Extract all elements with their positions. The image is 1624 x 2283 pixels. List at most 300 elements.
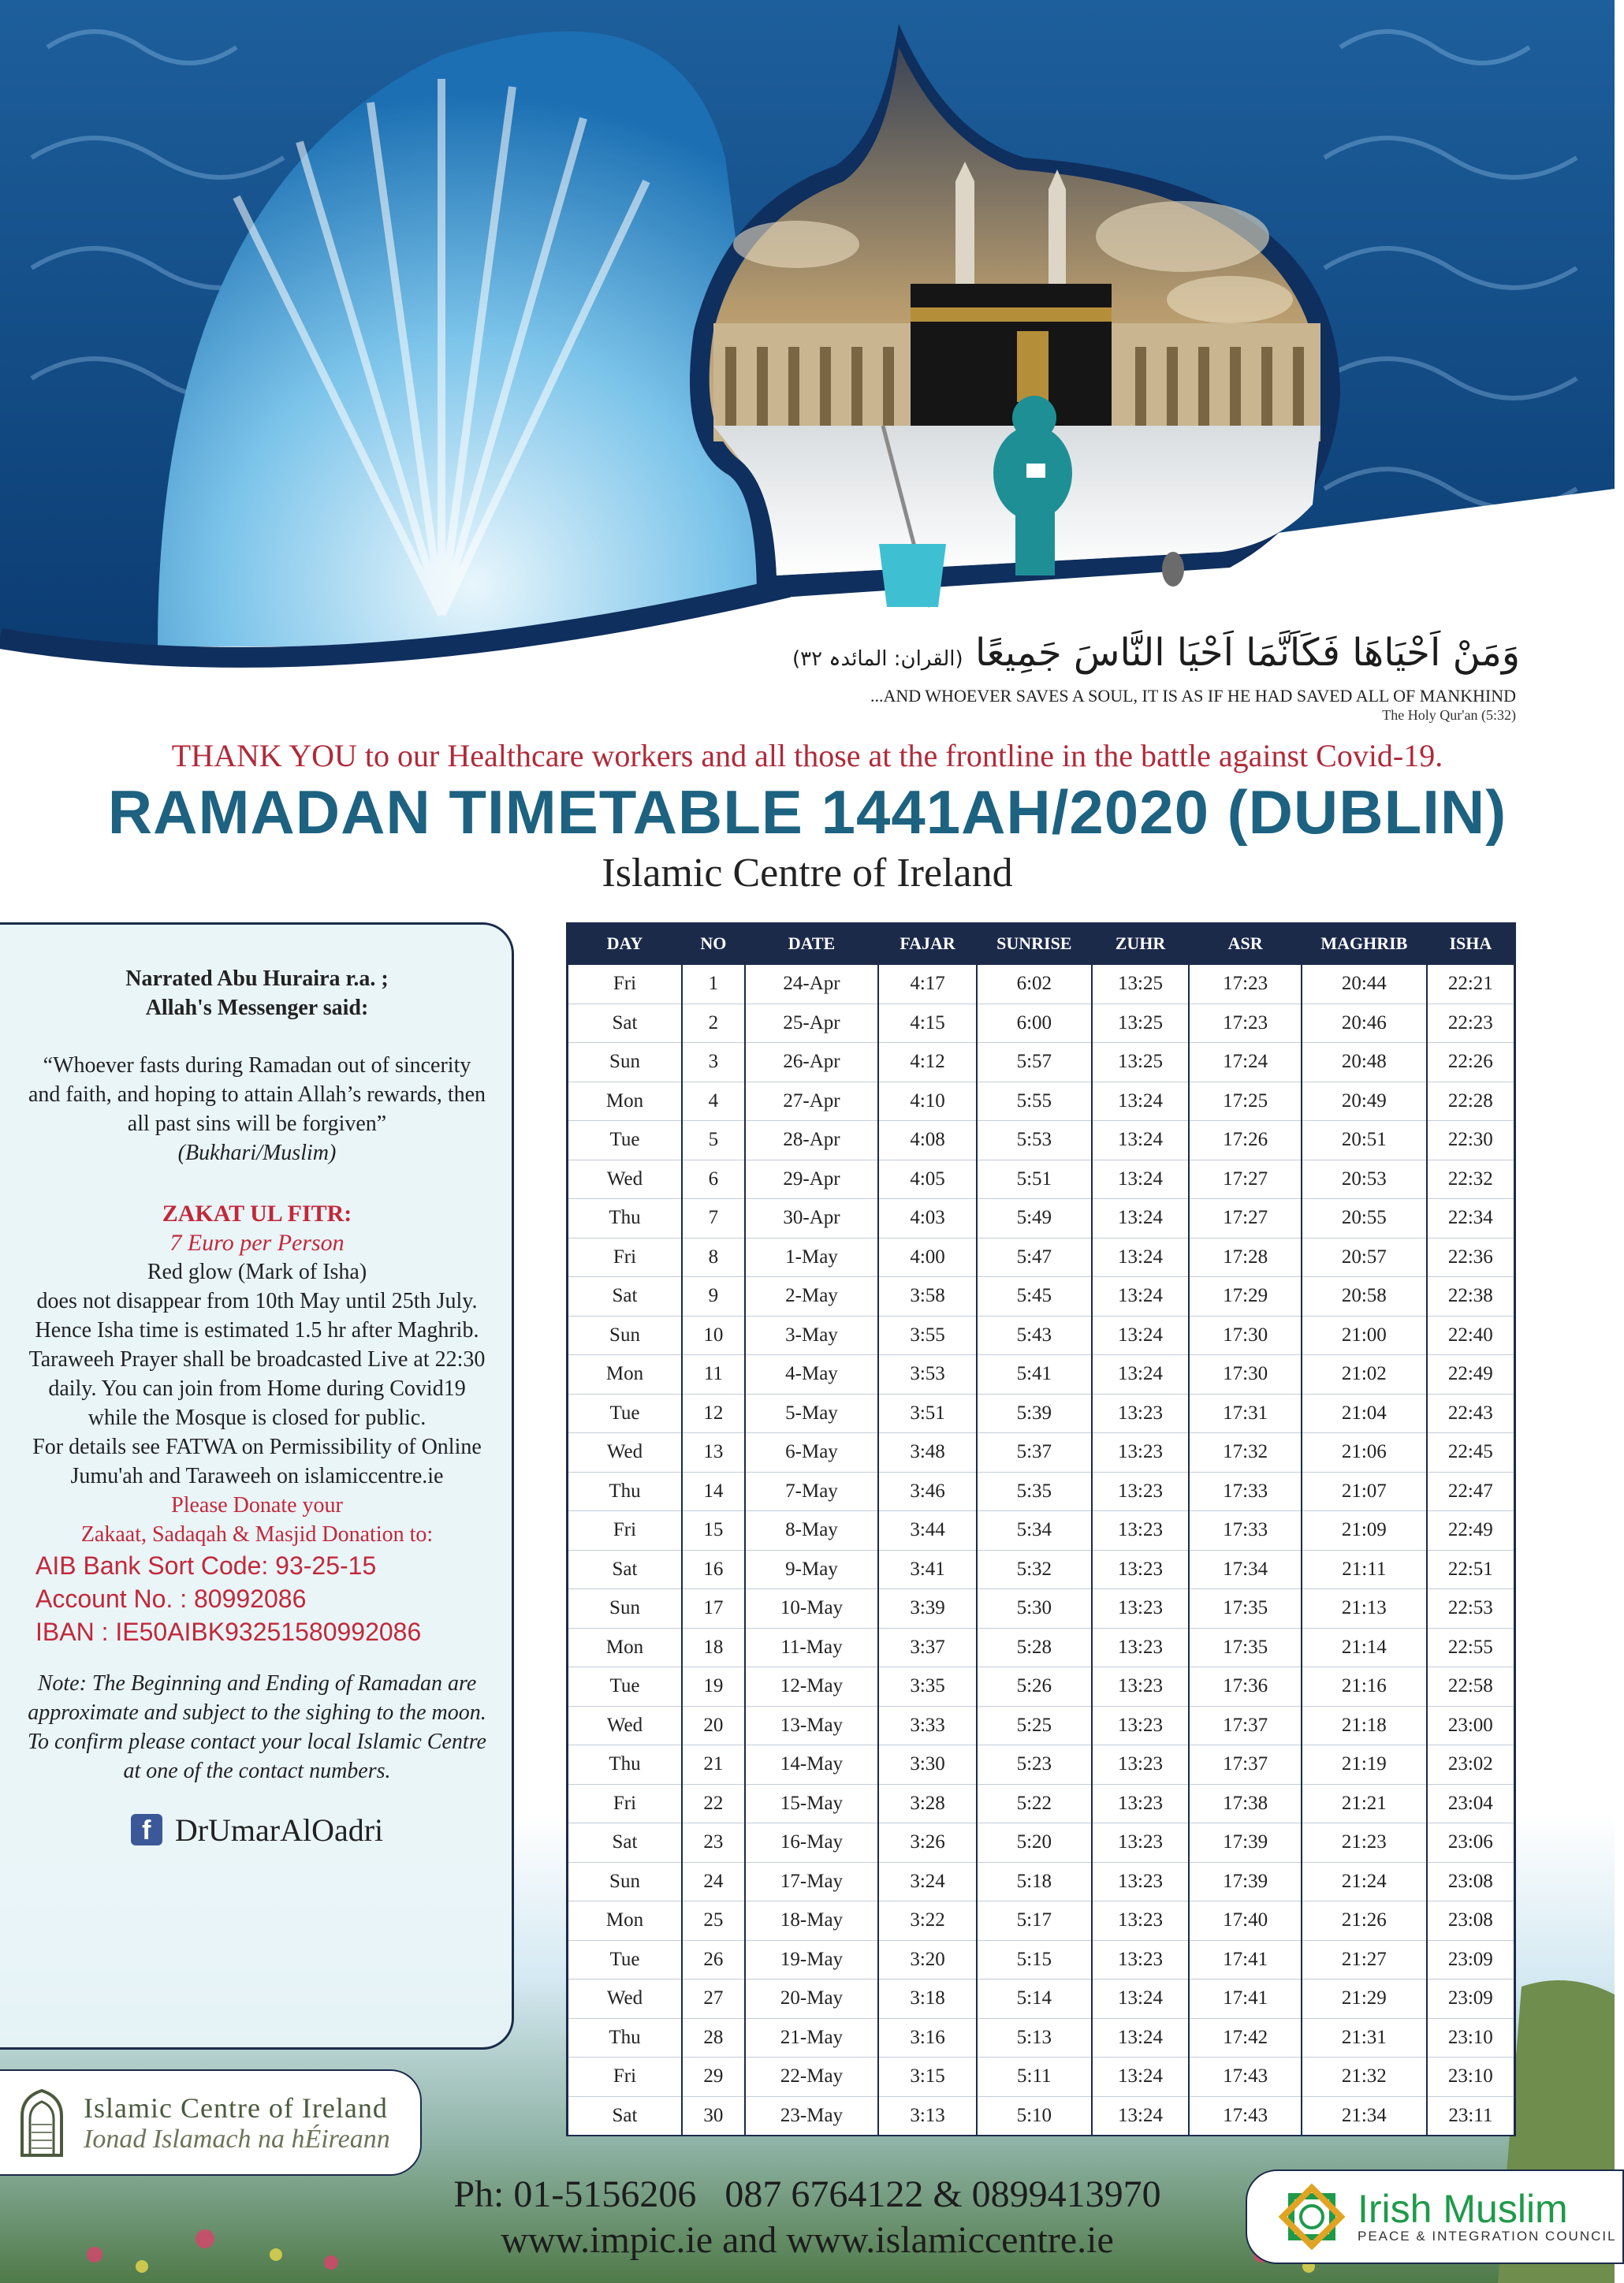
page-title: RAMADAN TIMETABLE 1441AH/2020 (DUBLIN) [107, 777, 1507, 847]
table-row [568, 1160, 1515, 1199]
contact-phones: Ph: 01-5156206 087 6764122 & 0899413970 [453, 2173, 1161, 2215]
cell-day: Thu [568, 1745, 683, 1785]
cell-date: 3-May [745, 1316, 878, 1355]
narration-line-1: Narrated Abu Huraira r.a. ; [125, 966, 389, 991]
cell-date: 29-Apr [745, 1160, 878, 1199]
cell-asr: 17:30 [1189, 1355, 1302, 1395]
table-row [568, 1511, 1515, 1551]
table-row [568, 1940, 1515, 1979]
cell-zuhr: 13:24 [1092, 1277, 1190, 1317]
cell-maghrib: 21:16 [1302, 1667, 1427, 1707]
cell-fajar: 3:28 [878, 1784, 977, 1823]
cell-zuhr: 13:24 [1092, 2096, 1190, 2136]
cell-fajar: 4:15 [878, 1004, 977, 1043]
column-header-no: NO [682, 923, 745, 964]
cell-zuhr: 13:23 [1092, 1706, 1190, 1745]
impic-logo [1246, 2169, 1624, 2264]
cell-asr: 17:33 [1189, 1511, 1302, 1551]
cell-no: 21 [682, 1745, 745, 1785]
cell-asr: 17:32 [1189, 1433, 1302, 1473]
cell-sunrise: 5:43 [977, 1316, 1092, 1355]
cell-zuhr: 13:24 [1092, 2018, 1190, 2058]
cell-sunrise: 5:26 [977, 1667, 1092, 1707]
cell-zuhr: 13:24 [1092, 1199, 1190, 1238]
cell-sunrise: 6:00 [977, 1004, 1092, 1043]
column-header-sunrise: SUNRISE [977, 923, 1092, 964]
cell-date: 16-May [745, 1823, 878, 1863]
cell-isha: 22:55 [1427, 1628, 1515, 1667]
cell-day: Fri [568, 964, 683, 1004]
cell-isha: 23:02 [1427, 1745, 1515, 1785]
cell-zuhr: 13:24 [1092, 2058, 1190, 2097]
column-header-asr: ASR [1189, 923, 1302, 964]
cell-no: 25 [682, 1901, 745, 1941]
cell-isha: 22:49 [1427, 1355, 1515, 1395]
cell-sunrise: 5:30 [977, 1589, 1092, 1629]
table-row [568, 1121, 1515, 1160]
cell-date: 25-Apr [745, 1004, 878, 1043]
cell-date: 18-May [745, 1901, 878, 1941]
cell-maghrib: 20:48 [1302, 1043, 1427, 1082]
hadith-source: (Bukhari/Muslim) [177, 1141, 337, 1165]
table-row [568, 2058, 1515, 2097]
cell-zuhr: 13:23 [1092, 1940, 1190, 1979]
icoi-name-english: Islamic Centre of Ireland [84, 2091, 388, 2124]
arabic-verse-reference: (القران: المائدہ ٣٢) [792, 647, 963, 671]
cell-fajar: 3:48 [878, 1433, 977, 1473]
cell-maghrib: 21:11 [1302, 1550, 1427, 1589]
cell-sunrise: 5:53 [977, 1121, 1092, 1160]
cell-fajar: 3:46 [878, 1472, 977, 1511]
donate-line-2: Zakaat, Sadaqah & Masjid Donation to: [80, 1522, 434, 1547]
cell-maghrib: 21:18 [1302, 1706, 1427, 1745]
cell-date: 4-May [745, 1355, 878, 1395]
table-row [568, 1082, 1515, 1121]
cell-no: 10 [682, 1316, 745, 1355]
cell-fajar: 3:44 [878, 1511, 977, 1551]
cell-sunrise: 5:35 [977, 1472, 1092, 1511]
cell-day: Fri [568, 1238, 683, 1277]
cell-date: 19-May [745, 1940, 878, 1979]
table-row [568, 1316, 1515, 1355]
cell-day: Mon [568, 1355, 683, 1395]
cell-asr: 17:30 [1189, 1316, 1302, 1355]
cell-zuhr: 13:24 [1092, 1082, 1190, 1121]
cell-maghrib: 21:32 [1302, 2058, 1427, 2097]
column-header-date: DATE [745, 923, 878, 964]
cell-zuhr: 13:23 [1092, 1394, 1190, 1433]
cell-zuhr: 13:23 [1092, 1589, 1190, 1629]
cell-fajar: 4:03 [878, 1199, 977, 1238]
cell-date: 30-Apr [745, 1199, 878, 1238]
table-row [568, 1901, 1515, 1941]
cell-isha: 23:00 [1427, 1706, 1515, 1745]
cell-maghrib: 21:00 [1302, 1316, 1427, 1355]
column-header-isha: ISHA [1427, 923, 1515, 964]
cell-fajar: 4:10 [878, 1082, 977, 1121]
cell-asr: 17:43 [1189, 2058, 1302, 2097]
cell-no: 27 [682, 1979, 745, 2019]
cell-day: Sun [568, 1316, 683, 1355]
cell-maghrib: 21:23 [1302, 1823, 1427, 1863]
cell-sunrise: 5:11 [977, 2058, 1092, 2097]
cell-sunrise: 5:51 [977, 1160, 1092, 1199]
table-row [568, 1823, 1515, 1863]
cell-no: 26 [682, 1940, 745, 1979]
facebook-icon: f [131, 1814, 162, 1845]
cell-no: 5 [682, 1121, 745, 1160]
cell-sunrise: 5:14 [977, 1979, 1092, 2019]
thanks-message: THANK YOU to our Healthcare workers and all those at the frontline in the battle against Covid-19. [171, 738, 1443, 773]
cell-day: Thu [568, 1199, 683, 1238]
cell-day: Wed [568, 1160, 683, 1199]
cell-no: 9 [682, 1277, 745, 1317]
table-row [568, 1472, 1515, 1511]
cell-maghrib: 21:09 [1302, 1511, 1427, 1551]
cell-fajar: 4:12 [878, 1043, 977, 1082]
cell-day: Sat [568, 1550, 683, 1589]
arabic-verse-text: وَمَنْ اَحْيَاهَا فَكَاَنَّمَا اَحْيَا النَّاسَ جَمِيعًا [974, 631, 1520, 675]
cell-maghrib: 21:04 [1302, 1394, 1427, 1433]
fatwa-note: For details see FATWA on Permissibility of Online Jumu'ah and Taraweeh on islamiccentre.ie [32, 1435, 482, 1488]
cell-sunrise: 5:17 [977, 1901, 1092, 1941]
cell-date: 23-May [745, 2096, 878, 2136]
cell-isha: 22:58 [1427, 1667, 1515, 1707]
cell-asr: 17:40 [1189, 1901, 1302, 1941]
table-row [568, 1238, 1515, 1277]
cell-no: 22 [682, 1784, 745, 1823]
cell-asr: 17:42 [1189, 2018, 1302, 2058]
cell-date: 11-May [745, 1628, 878, 1667]
cell-no: 1 [682, 964, 745, 1004]
cell-asr: 17:37 [1189, 1706, 1302, 1745]
cell-sunrise: 5:55 [977, 1082, 1092, 1121]
cell-asr: 17:23 [1189, 964, 1302, 1004]
cell-maghrib: 20:58 [1302, 1277, 1427, 1317]
cell-day: Tue [568, 1394, 683, 1433]
cell-no: 15 [682, 1511, 745, 1551]
table-row [568, 2096, 1515, 2136]
cell-day: Sat [568, 1823, 683, 1863]
cell-zuhr: 13:23 [1092, 1433, 1190, 1473]
cell-isha: 22:43 [1427, 1394, 1515, 1433]
cell-zuhr: 13:23 [1092, 1472, 1190, 1511]
cell-no: 19 [682, 1667, 745, 1707]
cell-zuhr: 13:24 [1092, 1316, 1190, 1355]
cell-sunrise: 5:15 [977, 1940, 1092, 1979]
cell-isha: 23:10 [1427, 2058, 1515, 2097]
cell-no: 7 [682, 1199, 745, 1238]
cell-asr: 17:35 [1189, 1589, 1302, 1629]
cell-asr: 17:27 [1189, 1160, 1302, 1199]
cell-fajar: 3:39 [878, 1589, 977, 1629]
cell-date: 26-Apr [745, 1043, 878, 1082]
cell-sunrise: 5:39 [977, 1394, 1092, 1433]
hero-illustration [0, 0, 1615, 709]
cell-date: 2-May [745, 1277, 878, 1317]
bank-account-number: Account No. : 80992086 [35, 1585, 307, 1613]
cell-asr: 17:31 [1189, 1394, 1302, 1433]
timetable-header-row [568, 923, 1515, 964]
cell-isha: 22:28 [1427, 1082, 1515, 1121]
cell-no: 23 [682, 1823, 745, 1863]
cell-no: 2 [682, 1004, 745, 1043]
cell-sunrise: 6:02 [977, 964, 1092, 1004]
cell-zuhr: 13:23 [1092, 1550, 1190, 1589]
cell-fajar: 4:08 [878, 1121, 977, 1160]
cell-isha: 23:10 [1427, 2018, 1515, 2058]
icoi-name-irish: Ionad Islamach na hÉireann [84, 2124, 390, 2154]
cell-asr: 17:26 [1189, 1121, 1302, 1160]
cell-no: 20 [682, 1706, 745, 1745]
cell-date: 27-Apr [745, 1082, 878, 1121]
cell-fajar: 3:37 [878, 1628, 977, 1667]
cell-maghrib: 21:02 [1302, 1355, 1427, 1395]
cell-asr: 17:36 [1189, 1667, 1302, 1707]
verse-source: The Holy Qur'an (5:32) [1382, 707, 1516, 723]
cell-sunrise: 5:25 [977, 1706, 1092, 1745]
cell-zuhr: 13:23 [1092, 1667, 1190, 1707]
impic-word-irish: Irish [1358, 2187, 1432, 2231]
cell-isha: 22:40 [1427, 1316, 1515, 1355]
cell-maghrib: 21:31 [1302, 2018, 1427, 2058]
cell-fajar: 3:26 [878, 1823, 977, 1863]
cell-asr: 17:33 [1189, 1472, 1302, 1511]
table-row [568, 1784, 1515, 1823]
table-row [568, 1550, 1515, 1589]
moon-sighting-note: Note: The Beginning and Ending of Ramadan are approximate and subject to the sighing to the moon. To confirm please contact your local Islamic Centre at one of the contact numbers. [28, 1671, 486, 1783]
cell-date: 24-Apr [745, 964, 878, 1004]
table-row [568, 2018, 1515, 2058]
cell-zuhr: 13:23 [1092, 1745, 1190, 1785]
cell-day: Wed [568, 1706, 683, 1745]
cell-no: 30 [682, 2096, 745, 2136]
info-panel [0, 922, 514, 2050]
cell-asr: 17:41 [1189, 1940, 1302, 1979]
cell-no: 12 [682, 1394, 745, 1433]
cell-fajar: 3:33 [878, 1706, 977, 1745]
cell-day: Sun [568, 1589, 683, 1629]
cell-asr: 17:38 [1189, 1784, 1302, 1823]
cell-isha: 23:04 [1427, 1784, 1515, 1823]
cell-fajar: 3:18 [878, 1979, 977, 2019]
impic-word-muslim: Muslim [1443, 2187, 1568, 2231]
ramadan-timetable [566, 922, 1516, 2136]
cell-asr: 17:27 [1189, 1199, 1302, 1238]
cell-day: Mon [568, 1901, 683, 1941]
cell-maghrib: 21:07 [1302, 1472, 1427, 1511]
cell-date: 20-May [745, 1979, 878, 2019]
cell-sunrise: 5:34 [977, 1511, 1092, 1551]
cell-isha: 22:32 [1427, 1160, 1515, 1199]
table-row [568, 1706, 1515, 1745]
cell-isha: 22:36 [1427, 1238, 1515, 1277]
bank-sort-code: AIB Bank Sort Code: 93-25-15 [35, 1551, 377, 1580]
contact-websites[interactable]: www.impic.ie and www.islamiccentre.ie [501, 2219, 1114, 2261]
cell-zuhr: 13:25 [1092, 1043, 1190, 1082]
eight-point-star-icon [1277, 2182, 1347, 2251]
cell-no: 14 [682, 1472, 745, 1511]
table-row [568, 1355, 1515, 1395]
hero-banner [0, 0, 1615, 723]
cell-maghrib: 20:51 [1302, 1121, 1427, 1160]
cell-no: 24 [682, 1862, 745, 1901]
verse-translation: ...AND WHOEVER SAVES A SOUL, IT IS AS IF HE HAD SAVED ALL OF MANKHIND [870, 686, 1516, 706]
cell-zuhr: 13:23 [1092, 1823, 1190, 1863]
cell-asr: 17:41 [1189, 1979, 1302, 2019]
donate-line-1: Please Donate your [171, 1493, 343, 1518]
facebook-link[interactable] [26, 1812, 488, 1848]
mosque-gate-icon [19, 2089, 65, 2157]
cell-day: Sat [568, 2096, 683, 2136]
cell-maghrib: 21:24 [1302, 1862, 1427, 1901]
cell-date: 13-May [745, 1706, 878, 1745]
cell-date: 6-May [745, 1433, 878, 1473]
table-row [568, 1043, 1515, 1082]
cell-fajar: 4:05 [878, 1160, 977, 1199]
cell-asr: 17:23 [1189, 1004, 1302, 1043]
cell-isha: 22:21 [1427, 964, 1515, 1004]
cell-zuhr: 13:23 [1092, 1511, 1190, 1551]
cell-sunrise: 5:47 [977, 1238, 1092, 1277]
cell-no: 29 [682, 2058, 745, 2097]
cell-asr: 17:34 [1189, 1550, 1302, 1589]
cell-fajar: 4:00 [878, 1238, 977, 1277]
cell-fajar: 3:41 [878, 1550, 977, 1589]
cell-sunrise: 5:13 [977, 2018, 1092, 2058]
cell-isha: 23:08 [1427, 1862, 1515, 1901]
cell-date: 5-May [745, 1394, 878, 1433]
cell-isha: 23:06 [1427, 1823, 1515, 1863]
cell-asr: 17:39 [1189, 1862, 1302, 1901]
cell-maghrib: 20:53 [1302, 1160, 1427, 1199]
table-row [568, 1199, 1515, 1238]
column-header-fajar: FAJAR [878, 923, 977, 964]
zakat-title: ZAKAT UL FITR: [162, 1201, 352, 1227]
cell-zuhr: 13:25 [1092, 1004, 1190, 1043]
isha-note-text: does not disappear from 10th May until 25th July. Hence Isha time is estimated 1.5 hr after Maghrib. [35, 1289, 479, 1343]
cell-day: Sat [568, 1277, 683, 1317]
arabic-verse [574, 631, 1520, 675]
isha-note-heading: Red glow (Mark of Isha) [147, 1260, 367, 1284]
cell-asr: 17:43 [1189, 2096, 1302, 2136]
taraweeh-note: Taraweeh Prayer shall be broadcasted Live at 22:30 daily. You can join from Home during Covid19 while the Mosque is closed for public. [28, 1347, 486, 1430]
cell-sunrise: 5:23 [977, 1745, 1092, 1785]
cell-isha: 23:11 [1427, 2096, 1515, 2136]
cell-asr: 17:37 [1189, 1745, 1302, 1785]
cell-sunrise: 5:32 [977, 1550, 1092, 1589]
cell-sunrise: 5:57 [977, 1043, 1092, 1082]
cell-day: Sun [568, 1862, 683, 1901]
cell-no: 13 [682, 1433, 745, 1473]
hadith-text: “Whoever fasts during Ramadan out of sincerity and faith, and hoping to attain Allah’s rewards, then all past sins will be forgiven” [28, 1053, 486, 1136]
cell-no: 8 [682, 1238, 745, 1277]
table-row [568, 1394, 1515, 1433]
cell-day: Fri [568, 1511, 683, 1551]
cell-maghrib: 21:21 [1302, 1784, 1427, 1823]
table-row [568, 1745, 1515, 1785]
cell-zuhr: 13:24 [1092, 1238, 1190, 1277]
cell-zuhr: 13:23 [1092, 1862, 1190, 1901]
timetable-body [568, 964, 1515, 2136]
cell-maghrib: 20:46 [1302, 1004, 1427, 1043]
cell-zuhr: 13:23 [1092, 1901, 1190, 1941]
cell-day: Thu [568, 2018, 683, 2058]
cell-date: 7-May [745, 1472, 878, 1511]
cell-sunrise: 5:45 [977, 1277, 1092, 1317]
table-row [568, 1589, 1515, 1629]
cell-fajar: 4:17 [878, 964, 977, 1004]
cell-maghrib: 21:13 [1302, 1589, 1427, 1629]
cell-no: 4 [682, 1082, 745, 1121]
cell-isha: 22:45 [1427, 1433, 1515, 1473]
cell-isha: 22:49 [1427, 1511, 1515, 1551]
table-row [568, 1862, 1515, 1901]
cell-isha: 22:34 [1427, 1199, 1515, 1238]
cell-isha: 22:47 [1427, 1472, 1515, 1511]
cell-day: Tue [568, 1121, 683, 1160]
cell-no: 28 [682, 2018, 745, 2058]
cell-isha: 22:51 [1427, 1550, 1515, 1589]
cell-sunrise: 5:20 [977, 1823, 1092, 1863]
cell-fajar: 3:24 [878, 1862, 977, 1901]
table-row [568, 1433, 1515, 1473]
cell-date: 21-May [745, 2018, 878, 2058]
narration-line-2: Allah's Messenger said: [145, 996, 369, 1020]
cell-day: Mon [568, 1628, 683, 1667]
cell-sunrise: 5:10 [977, 2096, 1092, 2136]
table-row [568, 964, 1515, 1004]
cell-maghrib: 21:19 [1302, 1745, 1427, 1785]
cell-no: 3 [682, 1043, 745, 1082]
cell-no: 16 [682, 1550, 745, 1589]
cell-maghrib: 21:06 [1302, 1433, 1427, 1473]
table-row [568, 1277, 1515, 1317]
cell-zuhr: 13:25 [1092, 964, 1190, 1004]
cell-fajar: 3:51 [878, 1394, 977, 1433]
facebook-handle: DrUmarAlOadri [174, 1812, 384, 1848]
table-row [568, 1628, 1515, 1667]
cell-date: 8-May [745, 1511, 878, 1551]
cell-zuhr: 13:24 [1092, 1160, 1190, 1199]
cell-maghrib: 21:29 [1302, 1979, 1427, 2019]
cell-sunrise: 5:28 [977, 1628, 1092, 1667]
cell-isha: 23:08 [1427, 1901, 1515, 1941]
cell-date: 9-May [745, 1550, 878, 1589]
cell-maghrib: 20:55 [1302, 1199, 1427, 1238]
cell-asr: 17:25 [1189, 1082, 1302, 1121]
cell-maghrib: 20:57 [1302, 1238, 1427, 1277]
cell-no: 6 [682, 1160, 745, 1199]
cell-day: Tue [568, 1940, 683, 1979]
cell-isha: 22:30 [1427, 1121, 1515, 1160]
cell-zuhr: 13:23 [1092, 1784, 1190, 1823]
cell-zuhr: 13:24 [1092, 1979, 1190, 2019]
cell-isha: 23:09 [1427, 1979, 1515, 2019]
cell-fajar: 3:30 [878, 1745, 977, 1785]
cell-day: Wed [568, 1433, 683, 1473]
column-header-maghrib: MAGHRIB [1302, 923, 1427, 964]
table-row [568, 1979, 1515, 2019]
cell-sunrise: 5:49 [977, 1199, 1092, 1238]
cell-day: Tue [568, 1667, 683, 1707]
cell-fajar: 3:15 [878, 2058, 977, 2097]
cell-day: Sun [568, 1043, 683, 1082]
cell-sunrise: 5:41 [977, 1355, 1092, 1395]
cell-isha: 23:09 [1427, 1940, 1515, 1979]
cell-day: Sat [568, 1004, 683, 1043]
cell-zuhr: 13:24 [1092, 1355, 1190, 1395]
